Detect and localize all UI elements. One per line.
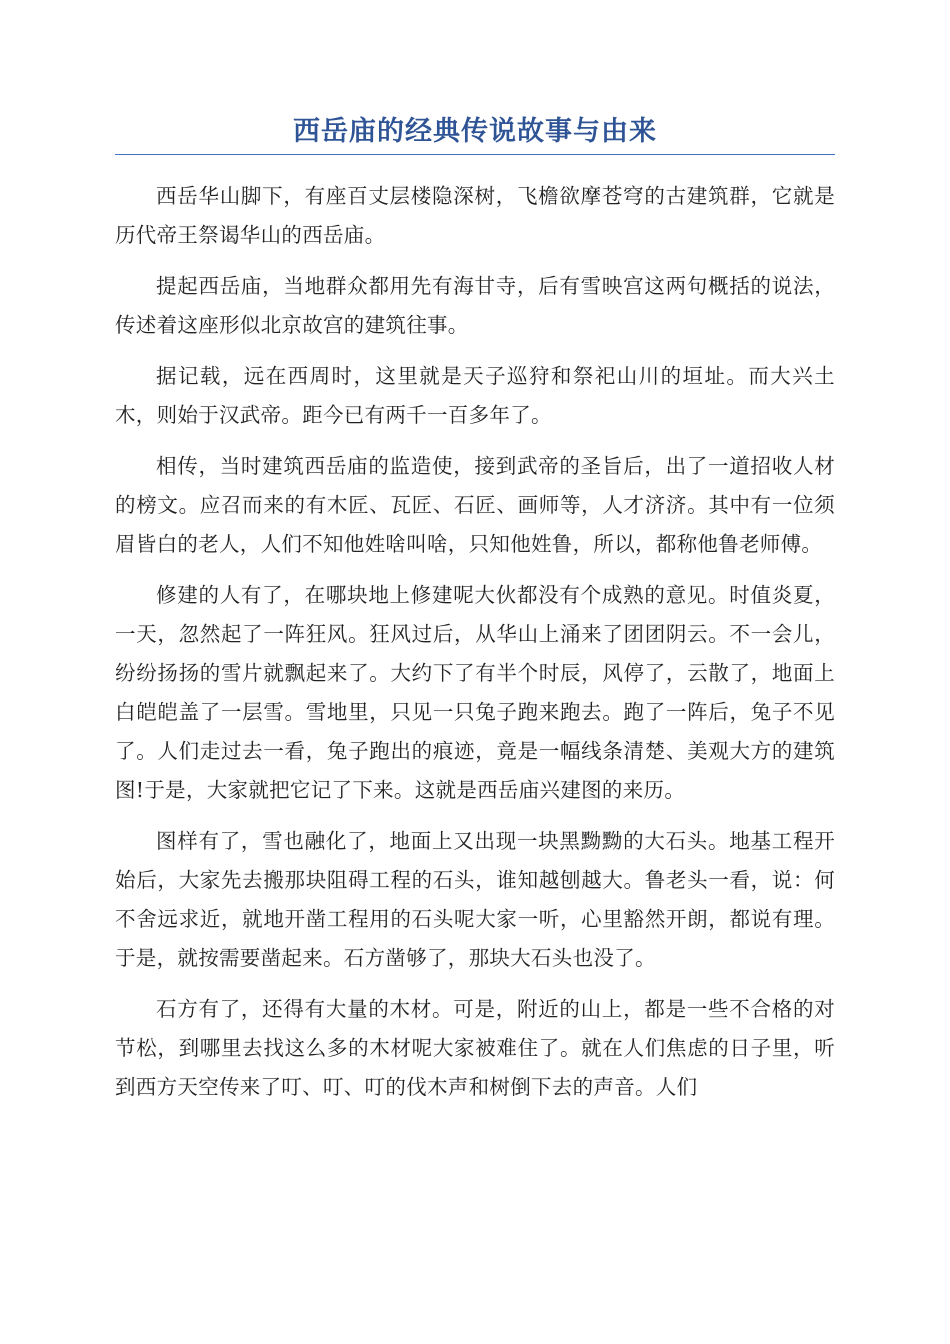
document-page — [115, 112, 835, 1119]
paragraph-4: 相传，当时建筑西岳庙的监造使，接到武帝的圣旨后，出了一道招收人材的榜文。应召而来的有木匠、瓦匠、石匠、画师等，人才济济。其中有一位须眉皆白的老人，人们不知他姓啥叫啥，只知他姓鲁，所以，都称他鲁老师傅。 — [115, 454, 835, 556]
paragraph-3: 据记载，远在西周时，这里就是天子巡狩和祭祀山川的垣址。而大兴土木，则始于汉武帝。距今已有两千一百多年了。 — [115, 364, 835, 427]
paragraph-2: 提起西岳庙，当地群众都用先有海甘寺，后有雪映宫这两句概括的说法，传述着这座形似北京故宫的建筑往事。 — [115, 274, 835, 337]
page-title: 西岳庙的经典传说故事与由来 — [293, 116, 657, 147]
paragraph-1: 西岳华山脚下，有座百丈层楼隐深树，飞檐欲摩苍穹的古建筑群，它就是历代帝王祭谒华山的西岳庙。 — [115, 184, 835, 247]
title-underline — [115, 154, 835, 155]
paragraph-7: 石方有了，还得有大量的木材。可是，附近的山上，都是一些不合格的对节松，到哪里去找这么多的木材呢大家被难住了。就在人们焦虑的日子里，听到西方天空传来了叮、叮、叮的伐木声和树倒下去的声音。人们 — [115, 997, 835, 1099]
paragraph-6: 图样有了，雪也融化了，地面上又出现一块黑黝黝的大石头。地基工程开始后，大家先去搬那块阻碍工程的石头，谁知越刨越大。鲁老头一看，说：何不舍远求近，就地开凿工程用的石头呢大家一听，心里豁然开朗，都说有理。于是，就按需要凿起来。石方凿够了，那块大石头也没了。 — [115, 829, 835, 970]
paragraph-5: 修建的人有了，在哪块地上修建呢大伙都没有个成熟的意见。时值炎夏，一天，忽然起了一阵狂风。狂风过后，从华山上涌来了团团阴云。不一会儿，纷纷扬扬的雪片就飘起来了。大约下了有半个时辰，风停了，云散了，地面上白皑皑盖了一层雪。雪地里，只见一只兔子跑来跑去。跑了一阵后，兔子不见了。人们走过去一看，兔子跑出的痕迹，竟是一幅线条清楚、美观大方的建筑图!于是，大家就把它记了下来。这就是西岳庙兴建图的来历。 — [115, 583, 835, 802]
